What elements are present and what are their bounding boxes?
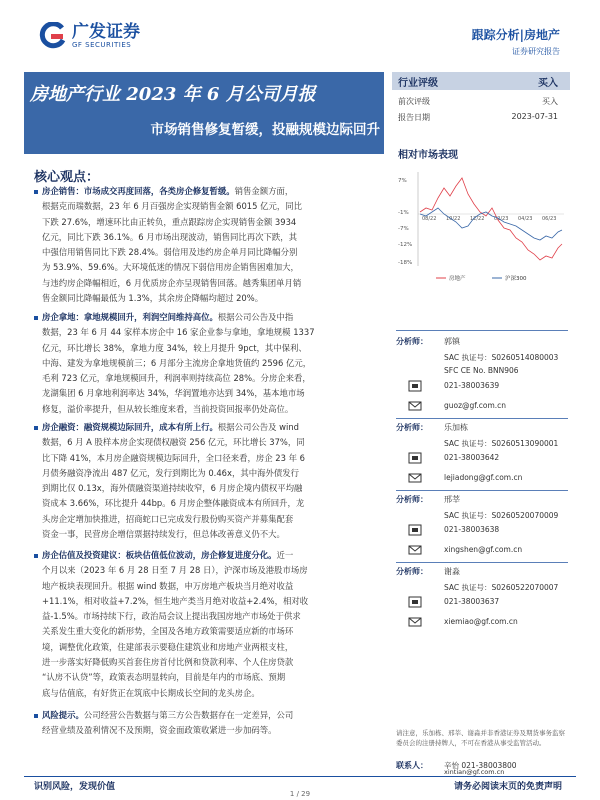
contact-name: 辛怡 021-38003800 <box>444 761 517 770</box>
legend-label: 房地产 <box>449 276 466 282</box>
analyst-phone: 021-38003642 <box>444 453 500 462</box>
para-line: 为 53.9%、59.6%。大环境低迷的情况下弱信用房企销售困难加大， <box>42 262 299 273</box>
analyst-label: 分析师： <box>396 423 428 432</box>
series-line-real-estate <box>420 178 562 260</box>
rating-label: 行业评级 <box>398 78 438 89</box>
para-line: 到期比仅 0.13x，海外债融资渠道持续收窄，6 月房企境内债权平均融 <box>42 483 303 494</box>
para-line: 中海、建发为拿地规模前三；6 月部分主流房企拿地货值约 2596 亿元， <box>42 357 312 368</box>
para-line: 近一 <box>276 550 294 560</box>
report-date-value: 2023-07-31 <box>511 112 558 121</box>
analyst-sac: SAC 执证号：S0260514080003 <box>444 353 559 362</box>
analyst-phone: 021-38003637 <box>444 597 500 606</box>
report-subtype: 证券研究报告 <box>512 47 560 56</box>
para-line: 境，调整优化政策，住建部表示要稳住建筑业和房地产业两根支柱， <box>42 641 294 652</box>
logo-en-text: GF SECURITIES <box>72 40 132 49</box>
para-line: 数据，23 年 6 月 44 家样本房企中 16 家企业参与拿地，拿地规模 1337 <box>42 327 315 338</box>
phone-icon <box>408 524 422 536</box>
para-line: 头房企定增加快推进，招商蛇口已完成发行股份购买资产并募集配套 <box>42 513 294 524</box>
gf-logo-icon <box>38 22 66 50</box>
para-line: “认房不认贷”等，政策表态明显转向，目前是年内的市场底、预期 <box>42 672 286 683</box>
para-line: 数据，6 月 A 股样本房企实现债权融资 256 亿元，环比增长 37%，同 <box>42 437 305 448</box>
para-line: 资成本 3.66%，环比提升 44bp。6 月房企整体融资成本有所回升，龙 <box>42 498 305 509</box>
bullet-icon <box>34 554 38 558</box>
analyst-phone: 021-38003638 <box>444 525 500 534</box>
analyst-name: 郭镇 <box>444 337 460 346</box>
logo-cn-text: 广发证券 <box>72 21 140 42</box>
divider <box>396 418 568 419</box>
para-line: 益-1.5%。市场持续下行，政治局会议上提出我国房地产市场处于供求 <box>42 611 301 622</box>
footer-divider <box>24 776 576 777</box>
prev-rating-value: 买入 <box>542 97 558 106</box>
para-line: 亿元，同比下跌 36.1%。6 月市场出现波动，销售同比再次下跌，其 <box>42 231 298 242</box>
para-highlight: 风险提示。 <box>42 710 84 720</box>
para-line: 中强信用销售同比下跌 28.4%。弱信用及违约房企单月同比降幅分别 <box>42 247 298 258</box>
para-line: 销售金额方面， <box>234 186 294 196</box>
para-line: 资金一事，民营房企增信票据持续发行，但总体改善意义仍不大。 <box>42 529 285 540</box>
para-line: 根据公司公告及 wind <box>217 422 299 432</box>
para-line: 进一步落实好降低购买首套住房首付比例和贷款利率、个人住房贷款 <box>42 657 294 668</box>
series-line-hs300 <box>420 208 562 240</box>
x-tick-label: 06/23 <box>542 216 557 222</box>
report-type: 跟踪分析|房地产 <box>471 28 560 42</box>
contact-email[interactable]: xintian@gf.com.cn <box>444 768 505 776</box>
para-highlight: 房企销售：市场成交再度回落，各类房企修复暂缓。 <box>42 186 235 196</box>
para-line: 比下降 41%，本月房企融资规模边际回升，全口径来看，房企 23 年 6 <box>42 452 305 463</box>
relative-performance-chart <box>396 168 568 286</box>
para-line: 根据克而瑞数据，23 年 6 月百强房企实现销售金额 6015 亿元，同比 <box>42 201 302 212</box>
x-tick-label: 10/22 <box>446 216 461 222</box>
para-line: 亿元，环比增长 38%，拿地力度 34%，较上月提升 9pct，其中保利、 <box>42 342 307 353</box>
x-tick-label: 04/23 <box>518 216 533 222</box>
email-icon <box>408 616 422 628</box>
footer-slogan: 识别风险，发现价值 <box>34 782 116 792</box>
para-line: 根据公司公告及中指 <box>217 312 294 322</box>
analyst-email[interactable]: guoz@gf.com.cn <box>444 401 507 410</box>
analyst-sac: SAC 执证号：S0260522070007 <box>444 583 559 592</box>
y-tick-label: 7% <box>398 178 407 184</box>
email-icon <box>408 400 422 412</box>
report-title: 房地产行业 2023 年 6 月公司月报 <box>30 84 316 105</box>
bullet-icon <box>34 714 38 718</box>
company-logo <box>38 22 140 50</box>
para-highlight: 房企估值及投资建议：板块估值低位波动，房企修复进度分化。 <box>42 550 277 560</box>
paragraph-risk <box>42 708 382 739</box>
email-icon <box>408 544 422 556</box>
divider <box>396 330 568 331</box>
legend-label: 沪深300 <box>505 276 527 282</box>
core-points-title: 核心观点： <box>34 170 100 185</box>
disclaimer-note: 请注意，乐加栋、邢莘、谢淼并非香港证券及期货事务监察委员会的注册持牌人，不可在香港从事受监管活动。 <box>396 729 565 747</box>
para-line: 月债务融资净流出 487 亿元，发行到期比为 0.46x，其中海外债发行 <box>42 467 299 478</box>
y-tick-label: -7% <box>398 226 409 232</box>
y-tick-label: -12% <box>398 242 413 248</box>
analyst-email[interactable]: lejiadong@gf.com.cn <box>444 473 523 482</box>
prev-rating-label: 前次评级 <box>398 97 430 106</box>
analyst-name: 乐加栋 <box>444 423 468 432</box>
paragraph-valuation <box>42 548 382 701</box>
analyst-label: 分析师： <box>396 495 428 504</box>
email-icon <box>408 472 422 484</box>
analyst-sac: SAC 执证号：S0260520070009 <box>444 511 559 520</box>
x-tick-label: 12/22 <box>470 216 485 222</box>
footer-disclaimer: 请务必阅读末页的免责声明 <box>453 782 562 792</box>
analyst-label: 分析师： <box>396 337 428 346</box>
para-line: 底与估值底，有好货正在筑底中长期成长空间的龙头房企。 <box>42 687 260 698</box>
analyst-email[interactable]: xiemiao@gf.com.cn <box>444 617 518 626</box>
para-line: 下跌 27.6%，增速环比由正转负，重点跟踪房企实现销售金额 3934 <box>42 216 297 227</box>
para-line: 与违约房企降幅相近，6 月优质房企亦呈现销售回落。越秀集团单月销 <box>42 277 302 288</box>
analyst-name: 邢莘 <box>444 495 460 504</box>
para-line: 龙湖集团 6 月拿地利润率达 34%，华润置地亦达到 34%，基本地市场 <box>42 388 305 399</box>
bullet-icon <box>34 426 38 430</box>
phone-icon <box>408 452 422 464</box>
para-highlight: 房企拿地：拿地规模回升，利润空间维持高位。 <box>42 312 218 322</box>
analyst-sfc: SFC CE No. BNN906 <box>444 366 519 375</box>
x-tick-label: 02/23 <box>494 216 509 222</box>
page-number: 1 / 29 <box>289 790 311 798</box>
divider <box>396 490 568 491</box>
analyst-name: 谢淼 <box>444 567 460 576</box>
phone-icon <box>408 380 422 392</box>
rating-value: 买入 <box>538 78 558 89</box>
analyst-label: 分析师： <box>396 567 428 576</box>
analyst-sac: SAC 执证号：S0260513090001 <box>444 439 559 448</box>
para-line: 关系发生重大变化的新形势，全国及各地方政策需要适应新的市场环 <box>42 626 294 637</box>
contact-label: 联系人： <box>396 761 428 770</box>
report-subtitle: 市场销售修复暂缓，投融规模边际回升 <box>150 122 380 138</box>
para-line: 修复，溢价率提升，但从较长维度来看，当前投资回报率仍处高位。 <box>42 403 294 414</box>
para-line: 公司经营公告数据与第三方公告数据存在一定差异，公司 <box>83 710 294 720</box>
report-date-label: 报告日期 <box>398 113 430 122</box>
analyst-email[interactable]: xingshen@gf.com.cn <box>444 545 523 554</box>
phone-icon <box>408 596 422 608</box>
paragraph-land <box>42 310 382 417</box>
y-tick-label: -18% <box>398 260 413 266</box>
bullet-icon <box>34 316 38 320</box>
para-line: 个月以来（2023 年 6 月 28 日至 7 月 28 日），沪深市场及港股市场房 <box>42 565 308 576</box>
paragraph-sales <box>42 184 382 306</box>
paragraph-finance <box>42 420 382 542</box>
y-tick-label: -1% <box>398 210 409 216</box>
para-line: 地产板块表现回升。根据 wind 数据，申万房地产板块当月绝对收益 <box>42 580 294 591</box>
rating-header <box>392 72 570 90</box>
bullet-icon <box>34 190 38 194</box>
x-tick-label: 08/22 <box>422 216 437 222</box>
para-line: 毛利 723 亿元，拿地规模回升，利润率则持续高位 28%。分房企来看， <box>42 373 311 384</box>
para-line: 售金额同比降幅最低为 1.3%，其余房企降幅均超过 20%。 <box>42 293 264 304</box>
analyst-phone: 021-38003639 <box>444 381 500 390</box>
para-line: +11.1%，相对收益+7.2%，恒生地产类当月绝对收益+2.4%，相对收 <box>42 595 309 606</box>
relative-performance-title: 相对市场表现 <box>398 150 458 161</box>
divider <box>396 562 568 563</box>
para-highlight: 房企融资：融资规模边际回升，成本有所上行。 <box>42 422 218 432</box>
para-line: 经营业绩及盈利情况不及预期，资金面政策收紧进一步加码等。 <box>42 725 277 736</box>
